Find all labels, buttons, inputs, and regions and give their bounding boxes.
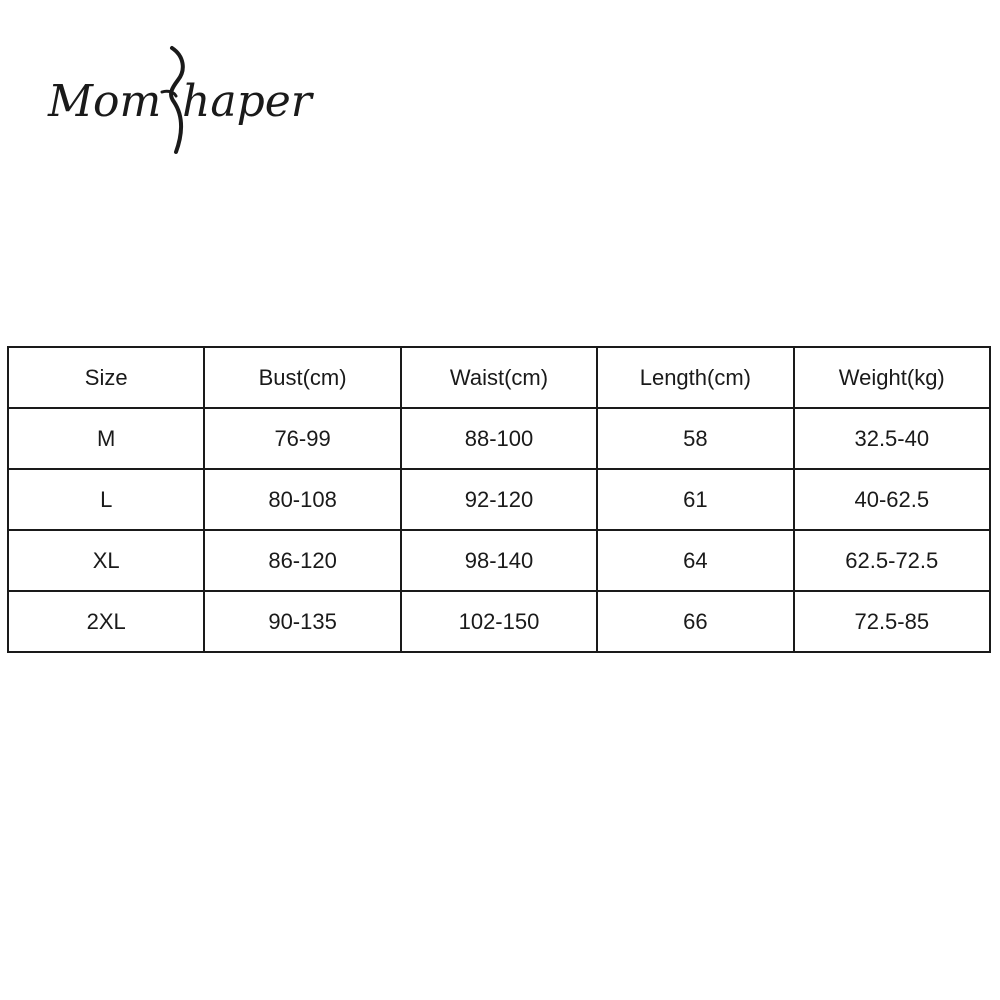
cell-waist: 98-140 bbox=[401, 530, 597, 591]
table-header-row bbox=[8, 347, 990, 408]
cell-length: 58 bbox=[597, 408, 793, 469]
cell-length: 64 bbox=[597, 530, 793, 591]
table-row bbox=[8, 591, 990, 652]
header-bust: Bust(cm) bbox=[204, 347, 400, 408]
cell-length: 61 bbox=[597, 469, 793, 530]
cell-weight: 32.5-40 bbox=[794, 408, 990, 469]
cell-size: XL bbox=[8, 530, 204, 591]
brand-logo-graphic bbox=[44, 40, 344, 160]
cell-size: 2XL bbox=[8, 591, 204, 652]
cell-bust: 80-108 bbox=[204, 469, 400, 530]
cell-bust: 76-99 bbox=[204, 408, 400, 469]
cell-bust: 90-135 bbox=[204, 591, 400, 652]
cell-waist: 102-150 bbox=[401, 591, 597, 652]
table-row bbox=[8, 408, 990, 469]
table-row bbox=[8, 530, 990, 591]
cell-length: 66 bbox=[597, 591, 793, 652]
cell-waist: 92-120 bbox=[401, 469, 597, 530]
brand-logo-text-left: Mom bbox=[48, 76, 162, 127]
header-waist: Waist(cm) bbox=[401, 347, 597, 408]
cell-bust: 86-120 bbox=[204, 530, 400, 591]
cell-size: L bbox=[8, 469, 204, 530]
cell-weight: 62.5-72.5 bbox=[794, 530, 990, 591]
cell-weight: 40-62.5 bbox=[794, 469, 990, 530]
brand-logo-text-right: haper bbox=[182, 76, 312, 127]
header-size: Size bbox=[8, 347, 204, 408]
table-row bbox=[8, 469, 990, 530]
brand-logo bbox=[44, 40, 344, 160]
header-length: Length(cm) bbox=[597, 347, 793, 408]
cell-waist: 88-100 bbox=[401, 408, 597, 469]
size-chart-table bbox=[7, 346, 991, 653]
cell-weight: 72.5-85 bbox=[794, 591, 990, 652]
header-weight: Weight(kg) bbox=[794, 347, 990, 408]
cell-size: M bbox=[8, 408, 204, 469]
silhouette-accent-icon bbox=[162, 91, 176, 96]
